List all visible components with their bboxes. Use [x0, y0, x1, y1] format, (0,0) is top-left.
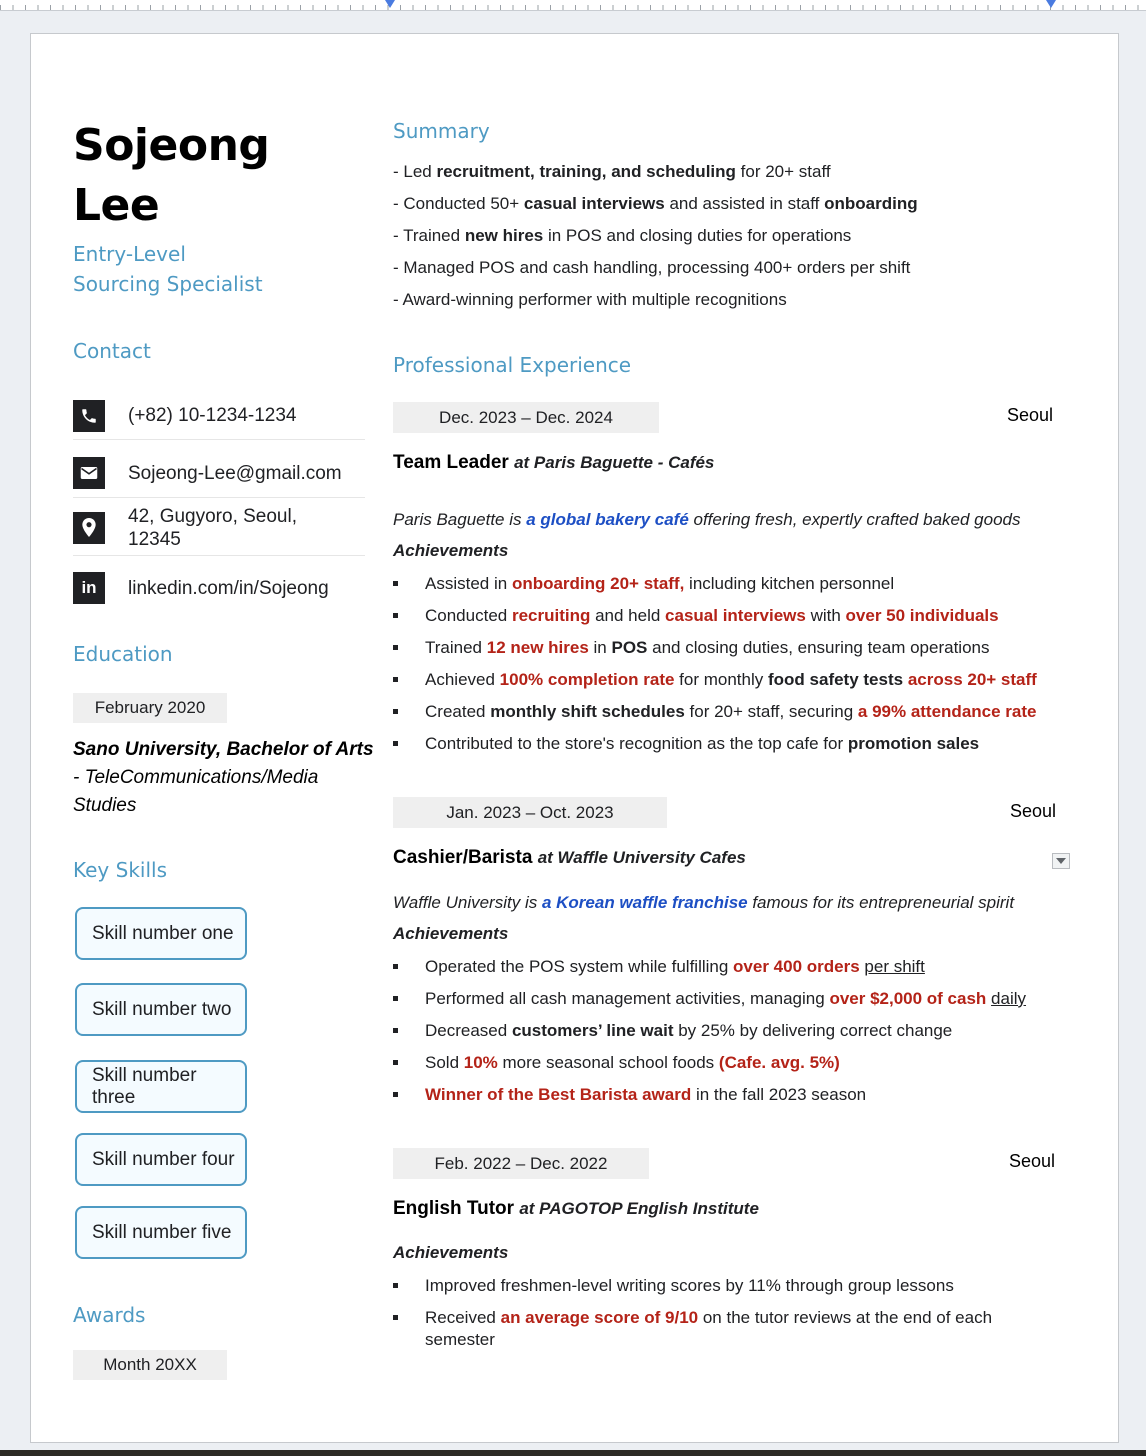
left-indent-marker[interactable]: [385, 0, 395, 8]
job-2-description: Waffle University is a Korean waffle franchise famous for its entrepreneurial spirit: [393, 893, 1015, 912]
horizontal-ruler[interactable]: [0, 0, 1146, 11]
summary-heading: Summary: [393, 119, 490, 143]
job-2-title: Cashier/Barista at Waffle University Cafes: [393, 847, 746, 868]
skill-chip[interactable]: Skill number two: [75, 983, 247, 1036]
job-3-dates: Feb. 2022 – Dec. 2022: [393, 1148, 649, 1179]
bullet-icon: [393, 1092, 398, 1097]
bullet-icon: [393, 709, 398, 714]
skill-chip[interactable]: Skill number one: [75, 907, 247, 960]
summary-line: - Led recruitment, training, and scheduling for 20+ staff: [393, 162, 831, 181]
job-1-location: Seoul: [1007, 405, 1054, 425]
contact-linkedin: [73, 564, 365, 612]
awards-heading: Awards: [73, 1303, 146, 1327]
bullet-icon: [393, 1315, 398, 1320]
contact-linkedin-text: linkedin.com/in/Sojeong: [128, 577, 329, 599]
contact-phone-text: (+82) 10-1234-1234: [128, 405, 297, 426]
bullet-icon: [393, 613, 398, 618]
summary-line: - Award-winning performer with multiple recognitions: [393, 290, 787, 309]
document-page[interactable]: Sojeong Lee Entry-Level Sourcing Specialist Contact (+82) 10-1234-1234 Sojeong-Lee@gmail.com 42, Gugyoro, Seoul, 12345 in linkedin.com/in/Sojeong Education February 2020 Sano University, Bachelor of Arts - TeleCommunications/Media Studies Key Skills Skill number one Skill number two Skill number three Skill number four Skill number five Awards Month 20XX Summary - Led recruitment, training, and scheduling for 20+ staff - Conducted 50+ casual interviews and assisted in staff onboarding - Trained new hires in POS and closing duties for operations - Managed POS and cash handling, processing 400+ orders per shift - Award-winning performer with multiple recognitions Professional Experience Dec. 2023 – Dec. 2024 Seoul Team Leader at Paris Baguette - Cafés Paris Baguette is a global bakery café offering fresh, expertly crafted baked goods Achievements Assisted in onboarding 20+ staff, including kitchen personnel Conducted recruiting and held casual interviews with over 50 individuals Trained 12 new hires in POS and closing duties, ensuring team operations Achieved 100% completion rate for monthly food safety tests across 20+ staff Created monthly shift schedules for 20+ staff, securing a 99% attendance rate Contributed to the store's recognition as the top cafe for promotion sales Jan. 2023 – Oct. 2023 Seoul Cashier/Barista at Waffle University Cafes Waffle University is a Korean waffle franchise famous for its entrepreneurial spirit Achievements Operated the POS system while fulfilling over 400 orders per shift Performed all cash management activities, managing over $2,000 of cash daily Decreased customers’ line wait by 25% by delivering correct change Sold 10% more seasonal school foods (Cafe. avg. 5%) Winner of the Best Barista award in the fall 2023 season Feb. 2022 – Dec. 2022 Seoul English Tutor at PAGOTOP English Institute Achievements Improved freshmen-level writing scores by 11% through group lessons Received an average score of 9/10 on the tutor reviews at the end of each semester: [30, 33, 1119, 1443]
bullet-icon: [393, 1028, 398, 1033]
contact-phone: [73, 392, 365, 440]
bullet-icon: [393, 1283, 398, 1288]
background-strip: [0, 1450, 1146, 1456]
contact-address-line-1: 42, Gugyoro, Seoul,: [128, 505, 297, 527]
location-pin-icon: [73, 512, 105, 544]
experience-heading: Professional Experience: [393, 353, 632, 377]
linkedin-icon: in: [73, 572, 105, 604]
job-1-achievements-label: Achievements: [393, 541, 509, 560]
mail-icon: [73, 457, 105, 489]
skills-heading: Key Skills: [73, 858, 167, 882]
job-2-location: Seoul: [1010, 801, 1057, 821]
education-heading: Education: [73, 642, 173, 666]
bullet-icon: [393, 645, 398, 650]
dropdown-toggle-icon[interactable]: [1052, 853, 1070, 869]
bullet-icon: [393, 996, 398, 1001]
education-degree: Sano University, Bachelor of Arts - TeleCommunications/Media Studies: [73, 739, 374, 816]
bullet-icon: [393, 964, 398, 969]
contact-heading: Contact: [73, 339, 151, 363]
name-last: Lee: [73, 180, 160, 231]
name-first: Sojeong: [73, 120, 270, 171]
bullet-icon: [393, 677, 398, 682]
contact-address-text: [128, 505, 297, 551]
awards-date: Month 20XX: [73, 1350, 227, 1380]
summary-line: - Conducted 50+ casual interviews and assisted in staff onboarding: [393, 194, 918, 213]
role-line-2: Sourcing Specialist: [73, 272, 263, 296]
contact-email-text: Sojeong-Lee@gmail.com: [128, 462, 342, 484]
summary-line: - Trained new hires in POS and closing duties for operations: [393, 226, 852, 245]
phone-icon: [73, 400, 105, 432]
skill-chip[interactable]: Skill number five: [75, 1206, 247, 1259]
right-indent-marker[interactable]: [1046, 0, 1056, 8]
skill-chip[interactable]: Skill number three: [75, 1060, 247, 1113]
job-2-achievements-label: Achievements: [393, 924, 509, 943]
contact-address-line-2: 12345: [128, 528, 181, 550]
job-1-dates: Dec. 2023 – Dec. 2024: [393, 402, 659, 433]
job-1-title: Team Leader at Paris Baguette - Cafés: [393, 452, 715, 473]
job-1-description: Paris Baguette is a global bakery café offering fresh, expertly crafted baked goods: [393, 510, 1021, 529]
bullet-icon: [393, 581, 398, 586]
summary-line: - Managed POS and cash handling, processing 400+ orders per shift: [393, 258, 911, 277]
role-line-1: Entry-Level: [73, 242, 186, 266]
job-3-achievements-label: Achievements: [393, 1243, 509, 1262]
job-3-location: Seoul: [1009, 1151, 1056, 1171]
bullet-icon: [393, 1060, 398, 1065]
bullet-icon: [393, 741, 398, 746]
contact-email: [73, 449, 365, 498]
job-2-dates: Jan. 2023 – Oct. 2023: [393, 797, 667, 828]
contact-address: [73, 500, 365, 556]
job-3-title: English Tutor at PAGOTOP English Institute: [393, 1198, 759, 1219]
education-date: February 2020: [73, 693, 227, 723]
skill-chip[interactable]: Skill number four: [75, 1133, 247, 1186]
